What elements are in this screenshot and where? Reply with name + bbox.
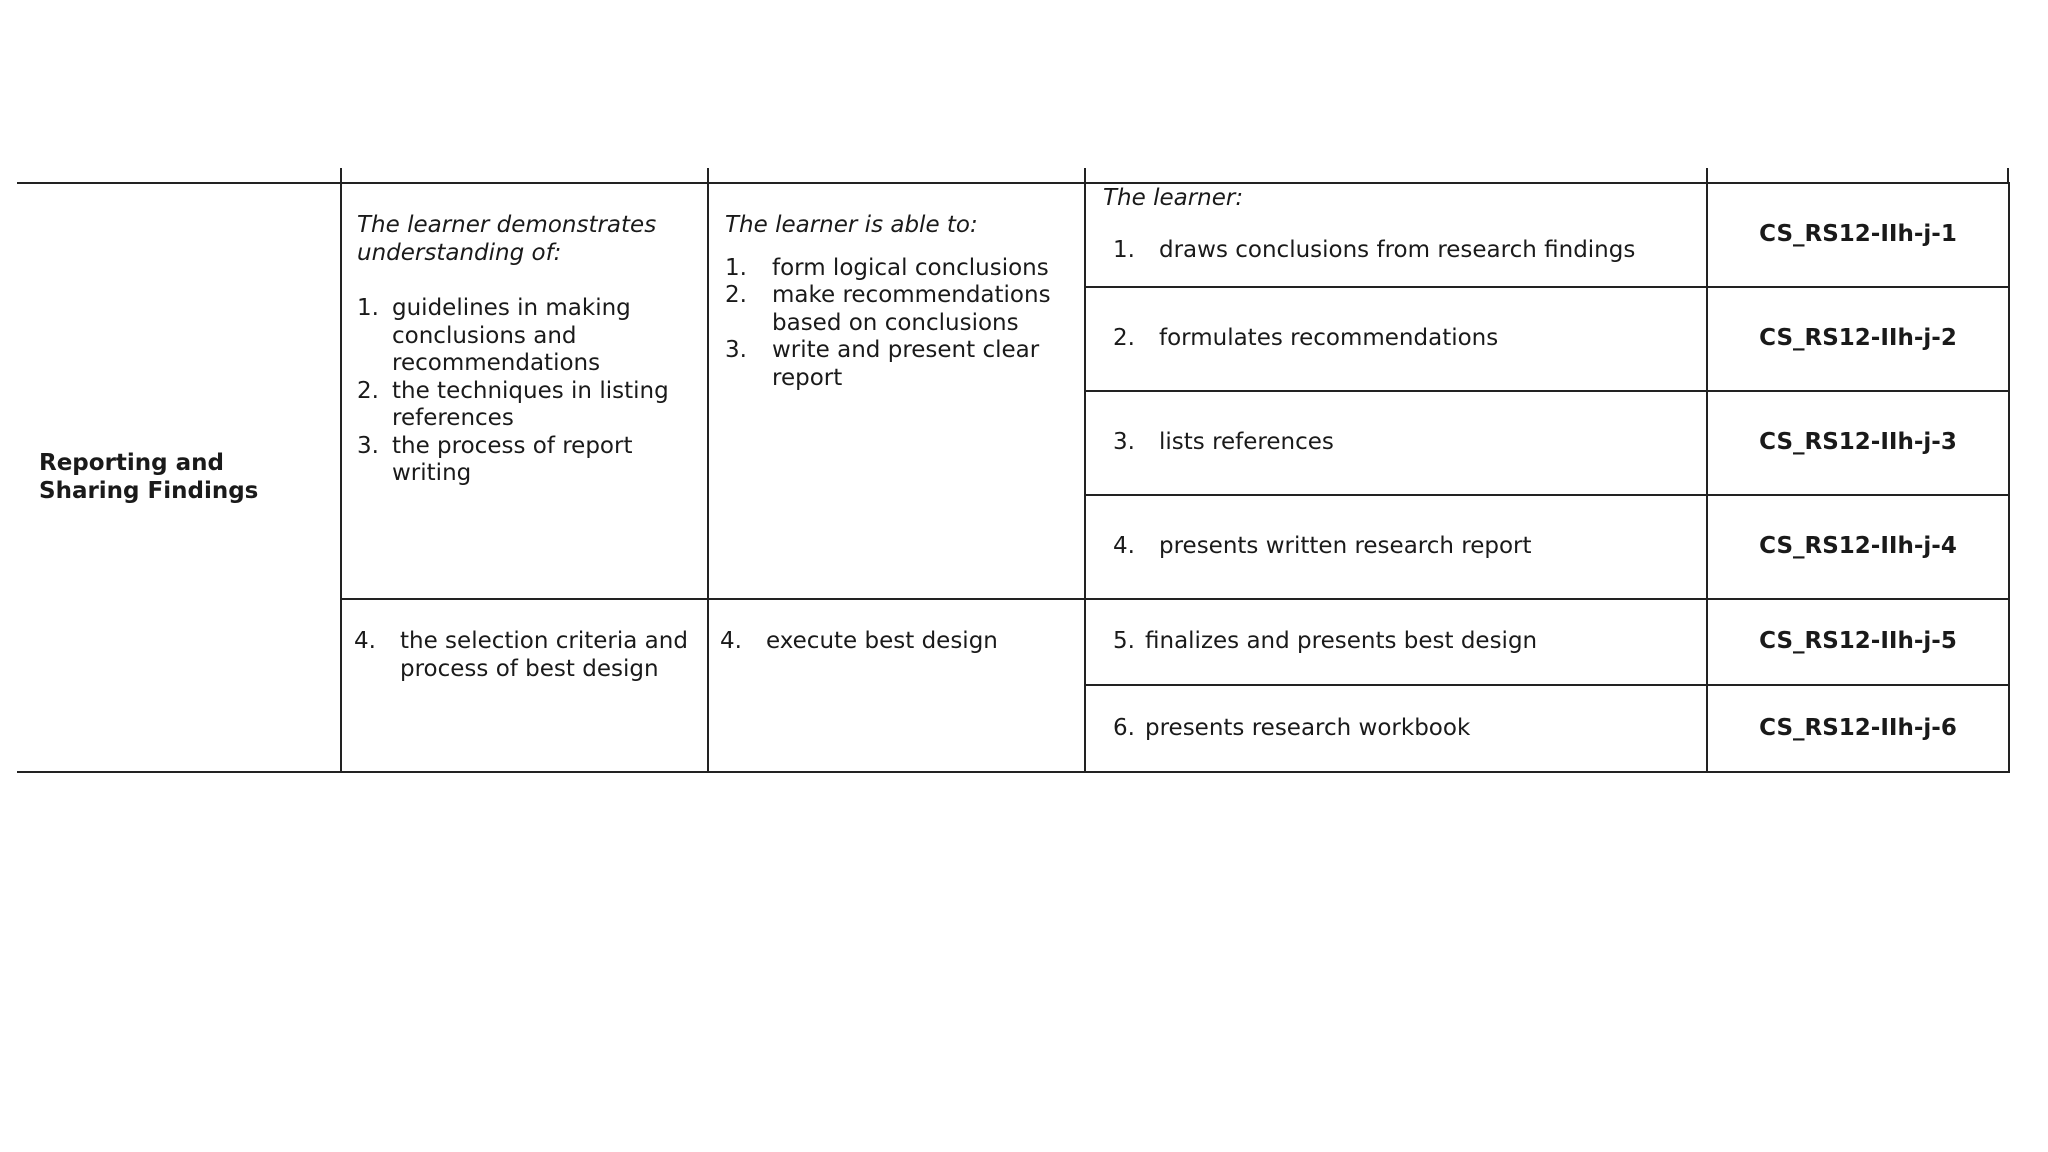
content-standard-cell <box>341 183 708 599</box>
competency-code: CS_RS12-IIh-j-4 <box>1707 495 2009 599</box>
competency-code: CS_RS12-IIh-j-6 <box>1707 685 2009 772</box>
competency-cell: 4. presents written research report <box>1085 495 1707 599</box>
list-item: 3. write and present clear report <box>725 337 1040 391</box>
competencies-intro: The learner: <box>1103 185 1244 211</box>
competency-cell: 2. formulates recommendations <box>1085 287 1707 391</box>
competency-code: CS_RS12-IIh-j-5 <box>1707 599 2009 685</box>
competency-code: CS_RS12-IIh-j-3 <box>1707 391 2009 495</box>
topic-title-line2: Sharing Findings <box>39 477 259 504</box>
competency-cell: 3. lists references <box>1085 391 1707 495</box>
performance-standard-intro: The learner is able to: <box>725 212 978 238</box>
content-standard-intro-line1: The learner demonstrates <box>357 212 657 238</box>
competency-text: presents written research report <box>1159 533 1532 560</box>
topic-cell <box>17 183 341 772</box>
competency-text: finalizes and presents best design <box>1145 628 1538 655</box>
content-standard-intro-line2: understanding of: <box>357 239 562 266</box>
list-item: 4. the selection criteria and process of best design <box>354 628 688 682</box>
list-item: 1. guidelines in making conclusions and recommendations <box>357 295 631 376</box>
competency-text: lists references <box>1159 429 1334 456</box>
list-item: 4. execute best design <box>720 628 998 654</box>
competency-code: CS_RS12-IIh-j-1 <box>1707 183 2009 287</box>
competency-text: formulates recommendations <box>1159 325 1499 352</box>
curriculum-table <box>17 182 2010 773</box>
competency-cell: 6. presents research workbook <box>1085 685 1707 772</box>
competency-cell: 5. finalizes and presents best design <box>1085 599 1707 685</box>
competency-code: CS_RS12-IIh-j-2 <box>1707 287 2009 391</box>
competency-text: draws conclusions from research findings <box>1159 236 1636 263</box>
performance-standard-cell <box>708 183 1085 599</box>
competency-cell: The learner: 1. draws conclusions from research findings <box>1085 183 1707 287</box>
content-standard-cell-4 <box>341 599 708 772</box>
list-item: 2. make recommendations based on conclusions <box>725 282 1051 336</box>
competency-text: presents research workbook <box>1145 714 1471 741</box>
performance-standard-cell-4 <box>708 599 1085 772</box>
topic-title-line1: Reporting and <box>39 450 224 476</box>
list-item: 1. form logical conclusions <box>725 254 1049 281</box>
list-item: 3. the process of report writing <box>357 432 633 486</box>
performance-standard-list <box>725 255 1064 393</box>
list-item: 2. the techniques in listing references <box>357 377 669 431</box>
table-row <box>17 183 2009 287</box>
content-standard-list <box>357 295 695 488</box>
